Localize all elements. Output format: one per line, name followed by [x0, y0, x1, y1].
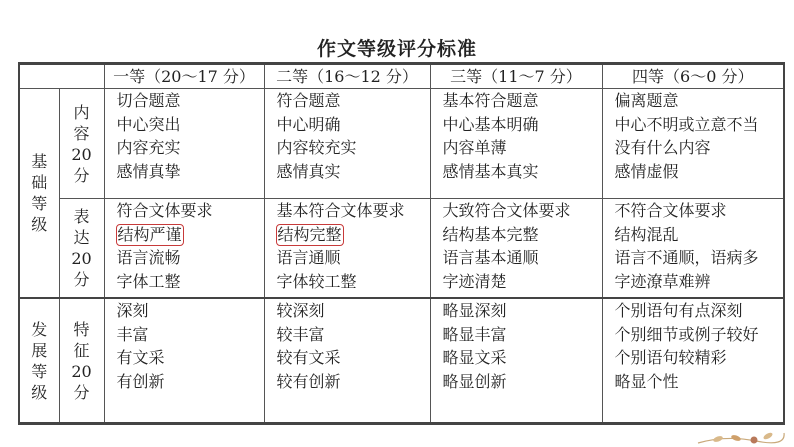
criteria-line: 感情基本真实 [442, 161, 539, 181]
row-features [19, 298, 784, 423]
criteria-line: 没有什么内容 [614, 138, 711, 158]
criteria-line: 字体工整 [116, 271, 181, 291]
criteria-line: 内容充实 [116, 138, 181, 158]
content-grade-3 [430, 89, 602, 199]
floral-decoration-icon [696, 425, 786, 447]
criteria-line: 中心基本明确 [442, 114, 539, 134]
features-grade-4 [602, 298, 784, 423]
sub-label-content [59, 89, 104, 199]
vertical-char: 基 [31, 152, 48, 172]
criteria-line: 较丰富 [276, 324, 325, 344]
criteria-line: 有文采 [116, 348, 165, 368]
criteria-line: 略显丰富 [442, 324, 507, 344]
vertical-char: 20 [71, 249, 92, 269]
sub-label-features [59, 298, 104, 423]
criteria-line: 丰富 [116, 324, 149, 344]
header-grade-3: 三等（11～7 分） [430, 64, 602, 89]
vertical-char: 达 [73, 228, 90, 248]
criteria-line: 符合文体要求 [116, 201, 213, 221]
criteria-line: 语言基本通顺 [442, 248, 539, 268]
expression-grade-2 [264, 199, 430, 299]
criteria-line: 较深刻 [276, 301, 325, 321]
criteria-line: 略显创新 [442, 371, 507, 391]
header-row [19, 64, 784, 89]
criteria-line: 感情虚假 [614, 161, 679, 181]
vertical-char: 展 [31, 340, 48, 360]
vertical-char: 发 [31, 319, 48, 339]
criteria-line: 较有文采 [276, 348, 341, 368]
expression-grade-4 [602, 199, 784, 299]
group-label-basic [19, 89, 59, 299]
criteria-line: 结构混乱 [614, 224, 679, 244]
criteria-line: 偏离题意 [614, 91, 679, 111]
criteria-line: 字迹潦草难辨 [614, 271, 711, 291]
features-grade-3 [430, 298, 602, 423]
criteria-line: 略显文采 [442, 348, 507, 368]
criteria-line: 内容单薄 [442, 138, 507, 158]
vertical-char: 分 [73, 165, 90, 185]
header-grade-2: 二等（16～12 分） [264, 64, 430, 89]
criteria-line [117, 223, 264, 247]
corner-cell [19, 64, 104, 89]
grading-table [18, 62, 785, 425]
criteria-line: 语言流畅 [116, 248, 181, 268]
criteria-line: 切合题意 [116, 91, 181, 111]
criteria-line: 字迹清楚 [442, 271, 507, 291]
criteria-line: 个别语句较精彩 [614, 348, 727, 368]
vertical-char: 等 [31, 194, 48, 214]
criteria-line: 感情真挚 [116, 161, 181, 181]
highlighted-phrase: 结构完整 [277, 224, 342, 244]
criteria-line: 符合题意 [276, 91, 341, 111]
vertical-char: 特 [73, 319, 90, 339]
vertical-char: 级 [31, 215, 48, 235]
vertical-char: 20 [71, 361, 92, 381]
criteria-line: 基本符合题意 [442, 91, 539, 111]
expression-grade-3 [430, 199, 602, 299]
criteria-line: 语言不通顺，语病多 [614, 248, 759, 268]
vertical-char: 征 [73, 340, 90, 360]
row-expression [19, 199, 784, 299]
criteria-line: 中心明确 [276, 114, 341, 134]
criteria-line: 基本符合文体要求 [276, 201, 405, 221]
group-label-development [19, 298, 59, 423]
content-grade-4 [602, 89, 784, 199]
criteria-line: 深刻 [116, 301, 149, 321]
criteria-line: 大致符合文体要求 [442, 201, 571, 221]
criteria-line: 字体较工整 [276, 271, 357, 291]
vertical-char: 分 [73, 270, 90, 290]
row-content [19, 89, 784, 199]
vertical-char: 表 [73, 207, 90, 227]
content-grade-1 [104, 89, 264, 199]
content-grade-2 [264, 89, 430, 199]
criteria-line: 中心不明或立意不当 [614, 114, 759, 134]
criteria-line: 略显个性 [614, 371, 679, 391]
header-grade-1: 一等（20～17 分） [104, 64, 264, 89]
criteria-line: 较有创新 [276, 371, 341, 391]
vertical-char: 分 [73, 382, 90, 402]
criteria-line: 不符合文体要求 [614, 201, 727, 221]
vertical-char: 内 [73, 102, 90, 122]
criteria-line: 内容较充实 [276, 138, 357, 158]
expression-grade-1 [104, 199, 264, 299]
criteria-line: 语言通顺 [276, 248, 341, 268]
criteria-line: 个别语句有点深刻 [614, 301, 743, 321]
vertical-char: 础 [31, 173, 48, 193]
features-grade-2 [264, 298, 430, 423]
criteria-line: 感情真实 [276, 161, 341, 181]
vertical-char: 容 [73, 123, 90, 143]
criteria-line [277, 223, 430, 247]
vertical-char: 20 [71, 144, 92, 164]
vertical-char: 级 [31, 382, 48, 402]
highlighted-phrase: 结构严谨 [117, 224, 182, 244]
page-title: 作文等级评分标准 [316, 38, 477, 60]
criteria-line: 略显深刻 [442, 301, 507, 321]
criteria-line: 个别细节或例子较好 [614, 324, 759, 344]
header-grade-4: 四等（6～0 分） [602, 64, 784, 89]
vertical-char: 等 [31, 361, 48, 381]
criteria-line: 有创新 [116, 371, 165, 391]
sub-label-expression [59, 199, 104, 299]
criteria-line: 结构基本完整 [442, 224, 539, 244]
criteria-line: 中心突出 [116, 114, 181, 134]
features-grade-1 [104, 298, 264, 423]
